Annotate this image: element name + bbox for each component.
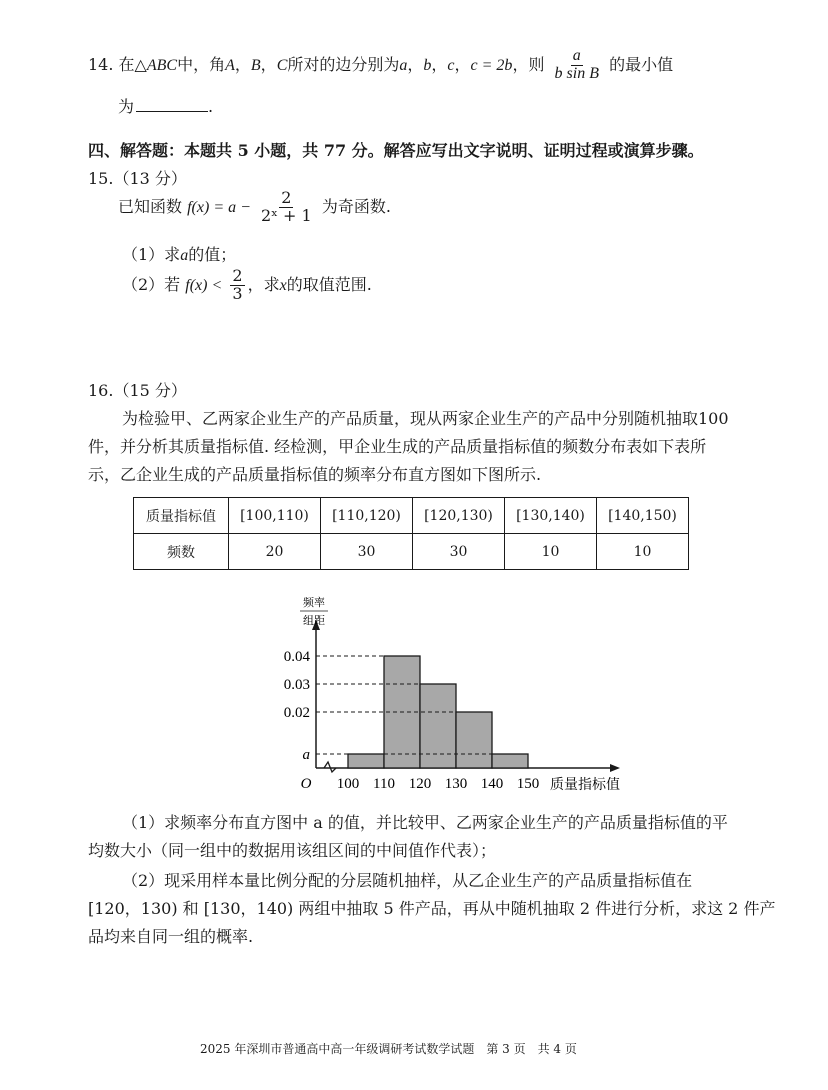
q14-fraction: $\frac{a}{\text{b sin B}}$	[554, 47, 599, 82]
frequency-table	[133, 497, 689, 570]
q16-header: 16.（15 分）	[88, 381, 187, 400]
table-cell: [100,110)	[229, 498, 321, 534]
page-footer: 2025 年深圳市普通高中高一年级调研考试数学试题 第 3 页 共 4 页	[200, 1042, 577, 1056]
q16-para-line2: 件，并分析其质量指标值. 经检测，甲企业生成的产品质量指标值的频数分布表如下表所	[88, 437, 707, 456]
q14-line1: 14. 在△ABC中，角A，B，C所对的边分别为a，b，c，c = 2b，则 $\frac{a}{\text{b sin B}}$ 的最小值	[88, 47, 674, 82]
x-tick-label: 110	[373, 776, 395, 792]
q15-header: 15.（13 分）	[88, 169, 187, 188]
table-cell: 30	[413, 534, 505, 570]
table-row	[134, 534, 689, 570]
y-tick-label: a	[302, 747, 310, 763]
histogram-bar	[492, 754, 528, 768]
table-cell: [130,140)	[505, 498, 597, 534]
q16-sub2-line3: 品均来自同一组的概率.	[88, 927, 254, 946]
table-cell: [110,120)	[321, 498, 413, 534]
table-cell: [140,150)	[597, 498, 689, 534]
table-row	[134, 498, 689, 534]
table-cell: [120,130)	[413, 498, 505, 534]
y-axis-label-denominator: 组距	[303, 614, 325, 627]
x-tick-label: 150	[516, 776, 540, 792]
q15-intro: 已知函数 f(x) = a − $\frac{2}{\text{2ˣ + 1}}$ 为奇函数.	[118, 188, 391, 225]
y-tick-label: 0.03	[283, 677, 310, 693]
y-axis-label-numerator: 频率	[303, 596, 325, 609]
x-tick-label: 100	[336, 776, 360, 792]
table-header-label: 质量指标值	[134, 498, 229, 534]
q16-sub2-line1: （2）现采用样本量比例分配的分层随机抽样，从乙企业生产的产品质量指标值在	[122, 871, 693, 890]
q16-sub1-line1: （1）求频率分布直方图中 a 的值，并比较甲、乙两家企业生产的产品质量指标值的平	[122, 813, 728, 832]
y-tick-label: 0.04	[283, 649, 310, 665]
origin-label: O	[300, 776, 312, 792]
q16-sub2-line2: [120，130) 和 [130，140) 两组中抽取 5 件产品，再从中随机抽取 2 件进行分析，求这 2 件产	[88, 899, 776, 918]
axis-break-mark	[324, 762, 336, 772]
x-tick-label: 140	[480, 776, 504, 792]
q14-line2: 为 .	[118, 97, 214, 116]
frequency-histogram	[270, 590, 640, 805]
q16-para-line3: 示，乙企业生成的产品质量指标值的频率分布直方图如下图所示.	[88, 465, 542, 484]
q15-part2-fraction: $\frac{2}{3}$	[232, 266, 243, 303]
q15-part1: （1）求a的值；	[122, 245, 237, 264]
x-axis-arrow	[610, 764, 620, 772]
histogram-bar	[420, 684, 456, 768]
x-tick-label: 130	[444, 776, 468, 792]
q15-fraction: $\frac{2}{\text{2ˣ + 1}}$	[261, 188, 312, 225]
y-tick-label: 0.02	[283, 705, 310, 721]
table-cell: 10	[597, 534, 689, 570]
q16-sub1-line2: 均数大小（同一组中的数据用该组区间的中间值作代表）；	[88, 841, 497, 860]
x-axis-label: 质量指标值	[550, 777, 620, 793]
section4-heading: 四、解答题：本题共 5 小题，共 77 分。解答应写出文字说明、证明过程或演算步骤。	[88, 141, 704, 160]
q14-number: 14.	[88, 54, 114, 74]
histogram-bar	[456, 712, 492, 768]
histogram-bar	[348, 754, 384, 768]
table-cell: 30	[321, 534, 413, 570]
q15-part2: （2）若 f(x) < $\frac{2}{3}$ ，求x的取值范围.	[122, 266, 372, 303]
x-tick-label: 120	[408, 776, 432, 792]
table-row-label: 频数	[134, 534, 229, 570]
table-cell: 20	[229, 534, 321, 570]
table-cell: 10	[505, 534, 597, 570]
q16-para-line1: 为检验甲、乙两家企业生产的产品质量，现从两家企业生产的产品中分别随机抽取100	[122, 409, 729, 428]
answer-blank	[136, 97, 208, 112]
